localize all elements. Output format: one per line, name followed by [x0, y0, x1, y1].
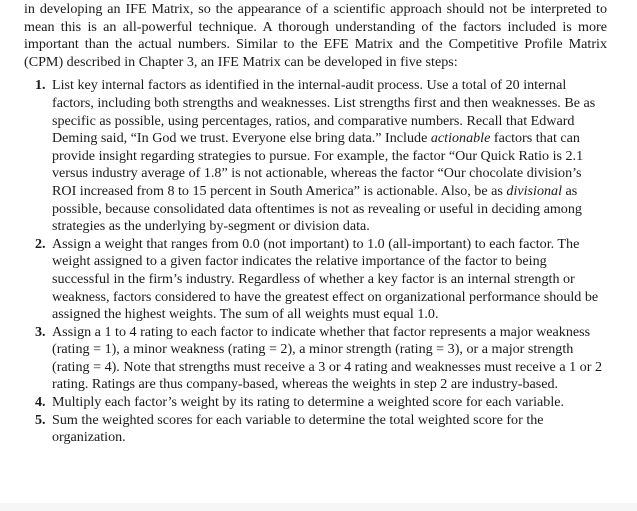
step-text-part: List key internal factors as identified in the internal-audit process. Use a total of 20 internal factors, including both strengths and weaknesses. List strengths first and then weaknesses. Be as specific as possible, using percentages, ratios, and comparative numbers. Recall that Edward Deming said, “In God we trust. Everyone else bring data.” Include [52, 77, 596, 147]
step-item-4 [35, 394, 607, 412]
step-item-1 [35, 77, 607, 235]
step-item-2 [35, 235, 607, 324]
step-text [52, 77, 607, 235]
step-text-part: as possible, because consolidated data oftentimes is not as revealing or useful in deciding among strategies as the underlying by-segment or division data. [52, 182, 582, 235]
step-text: Multiply each factor’s weight by its rating to determine a weighted score for each variable. [52, 394, 565, 411]
step-number: 4. [35, 394, 46, 411]
step-number: 2. [35, 235, 46, 252]
step-text: Assign a weight that ranges from 0.0 (not important) to 1.0 (all-important) to each factor. The weight assigned to a given factor indicates the relative importance of the factor to being successful in the firm’s industry. Regardless of whether a key factor is an internal strength or weakness, factors considered to have the greatest effect on organizational performance should be assigned the highest weights. The sum of all weights must equal 1.0. [52, 235, 599, 323]
page-bottom-band [0, 503, 637, 511]
step-text-part: factors that can provide insight regarding strategies to pursue. For example, the factor “Our Quick Ratio is 2.1 versus industry average of 1.8” is not actionable, whereas the factor “Our chocolate division’s ROI increased from 8 to 15 percent in South America” is actionable. Also, be as [52, 130, 584, 199]
step-text: Sum the weighted scores for each variable to determine the total weighted score for the organization. [52, 411, 544, 446]
step-item-5 [35, 411, 607, 447]
intro-paragraph: in developing an IFE Matrix, so the appearance of a scientific approach should not be interpreted to mean this is an all-powerful technique. A thorough understanding of the factors included is more important than the actual numbers. Similar to the EFE Matrix and the Competitive Profile Matrix (CPM) described in Chapter 3, an IFE Matrix can be developed in five steps: [24, 1, 607, 70]
steps-list [24, 77, 607, 446]
emphasis-divisional: divisional [506, 182, 562, 199]
step-number: 5. [35, 411, 46, 428]
emphasis-actionable: actionable [430, 130, 491, 147]
step-item-3 [35, 323, 607, 394]
step-number: 3. [35, 323, 46, 340]
step-number: 1. [35, 77, 46, 94]
step-text: Assign a 1 to 4 rating to each factor to indicate whether that factor represents a major weakness (rating = 1), a minor weakness (rating = 2), a minor strength (rating = 3), or a major strength (rating = 4). Note that strengths must receive a 3 or 4 rating and weaknesses must receive a 1 or 2 rating. Ratings are thus company-based, whereas the weights in step 2 are industry-based. [52, 323, 602, 393]
